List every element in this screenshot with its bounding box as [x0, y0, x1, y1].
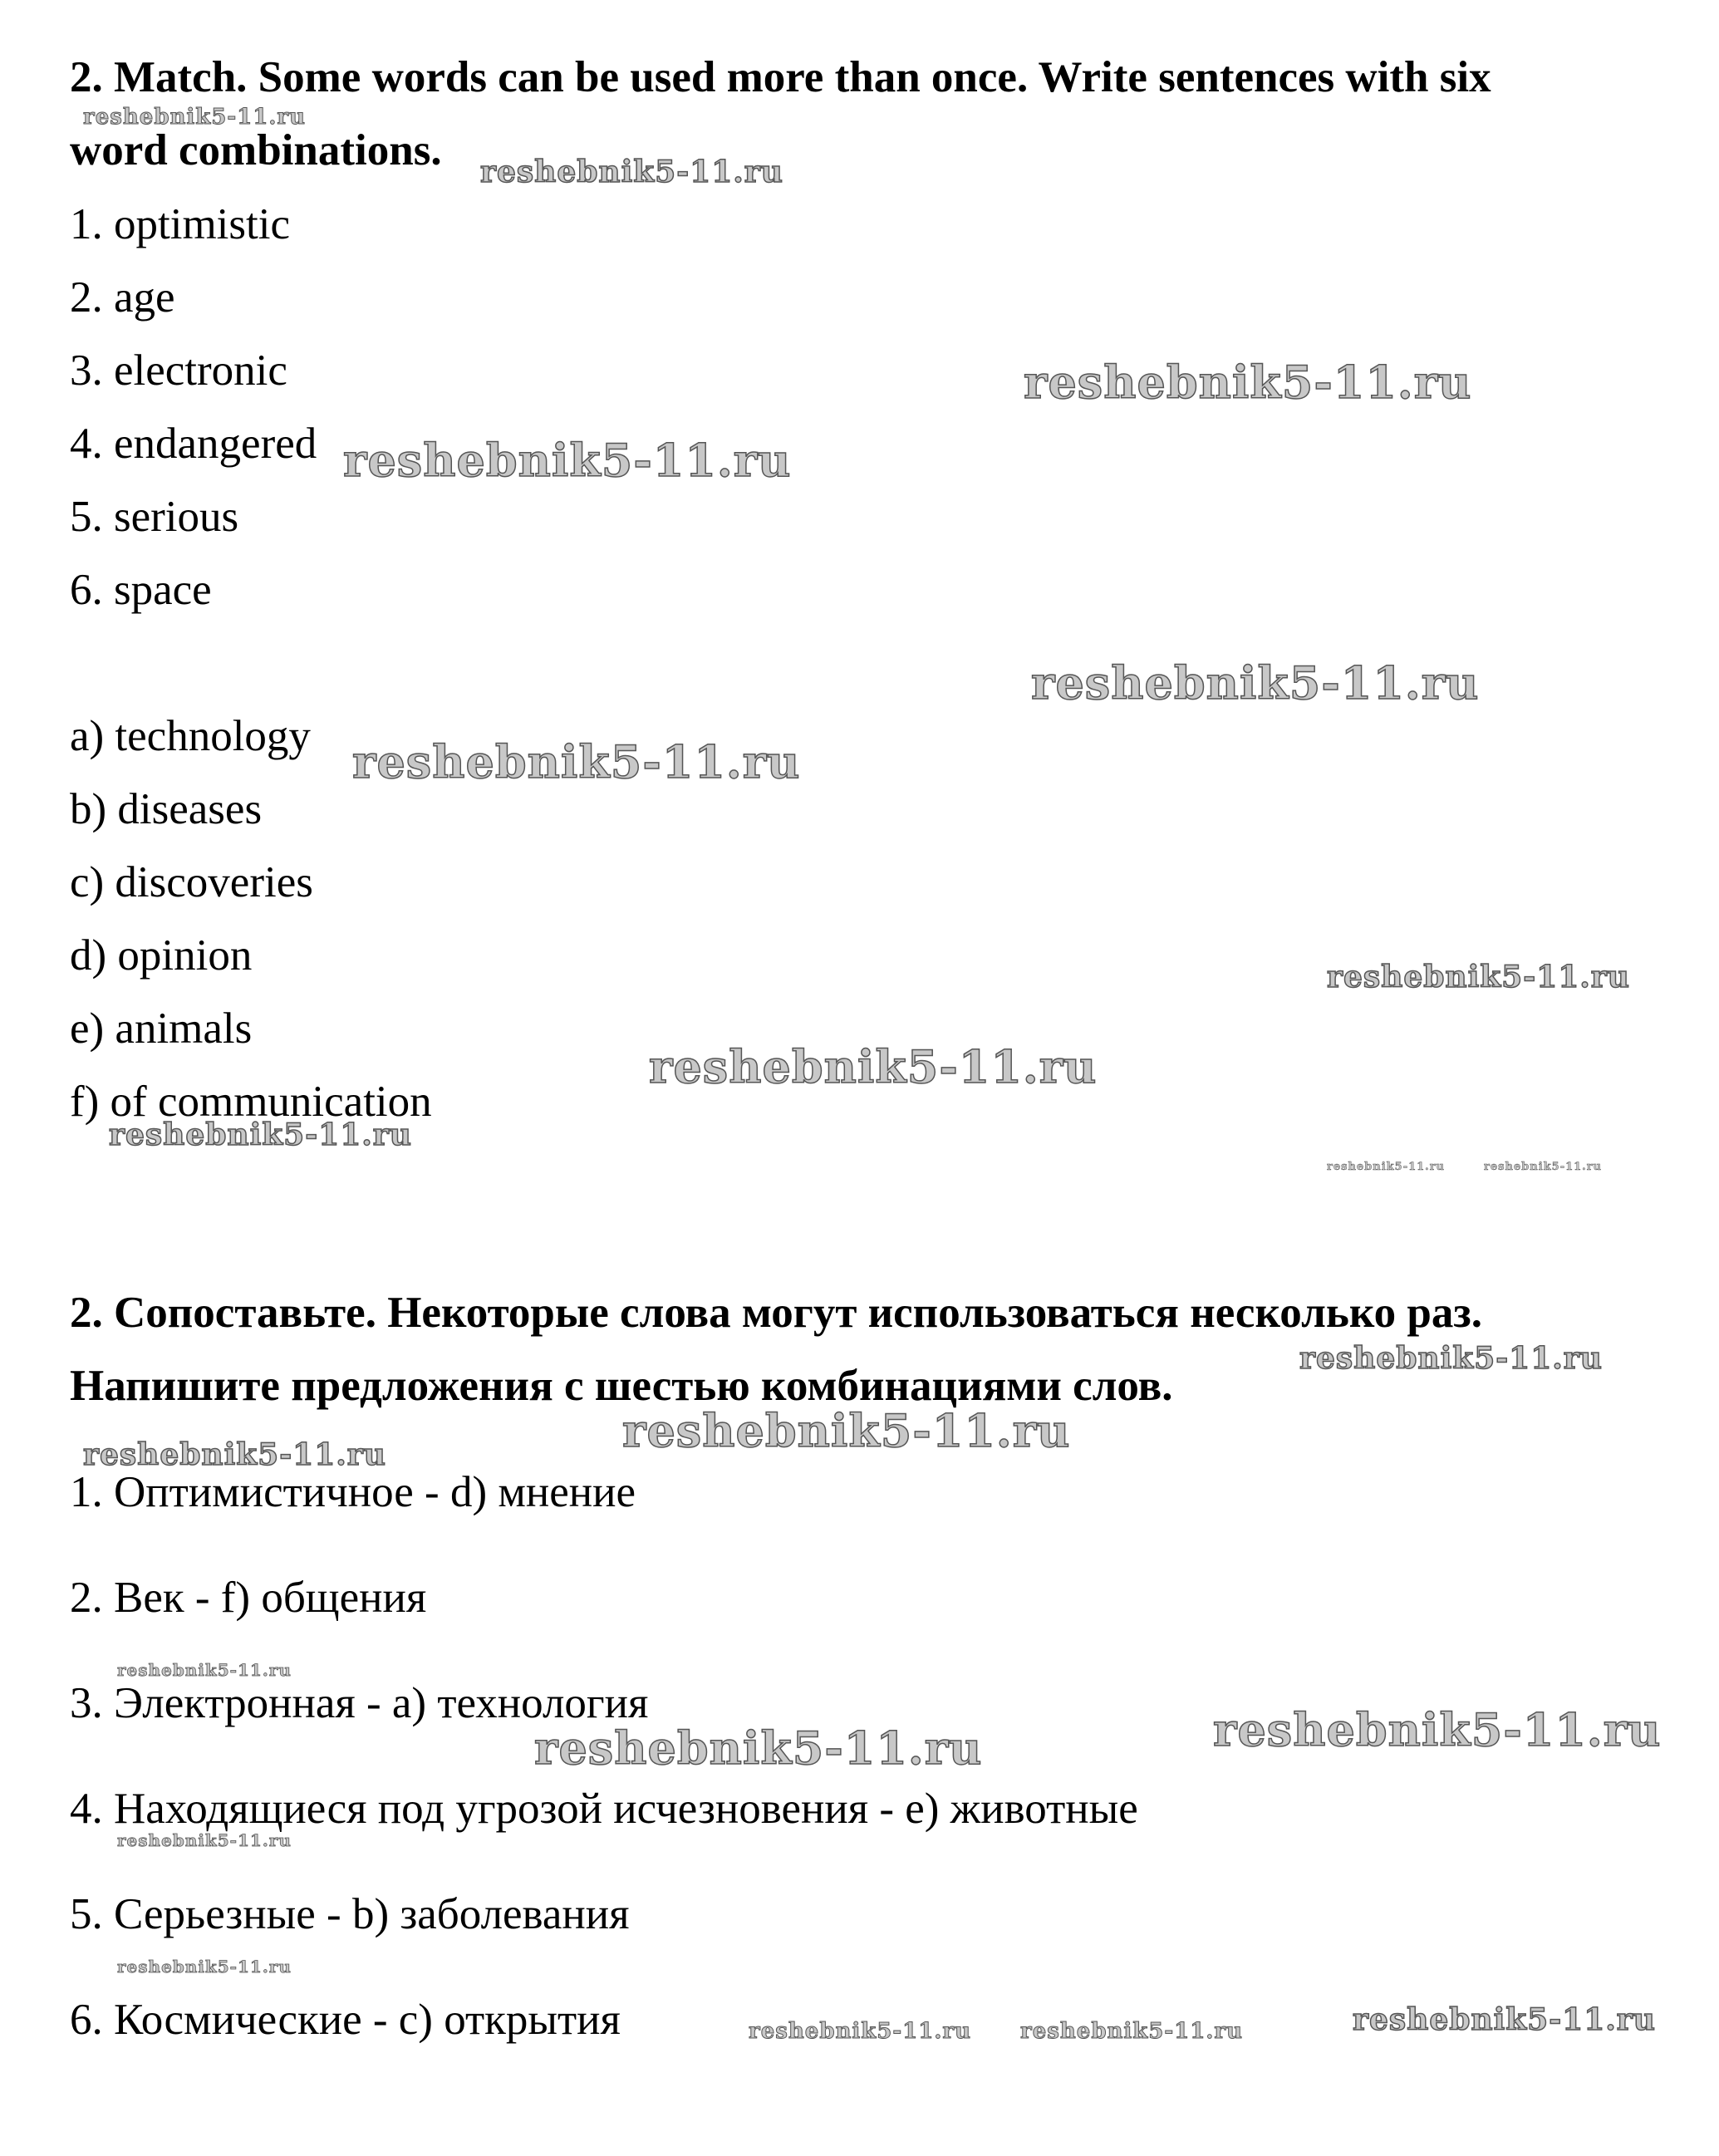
answer-item: 1. Оптимистичное - d) мнение — [70, 1468, 636, 1516]
option-item: b) diseases — [70, 785, 263, 833]
option-item: d) opinion — [70, 931, 253, 980]
watermark: reshebnik5-11.ru — [1213, 1703, 1662, 1756]
watermark: reshebnik5-11.ru — [749, 2019, 972, 2044]
answer-item: 3. Электронная - a) технология — [70, 1679, 649, 1727]
word-item: 4. endangered — [70, 420, 317, 468]
watermark: reshebnik5-11.ru — [649, 1040, 1098, 1093]
watermark: reshebnik5-11.ru — [117, 1957, 292, 1977]
watermark: reshebnik5-11.ru — [1327, 1161, 1446, 1173]
answer-item: 4. Находящиеся под угрозой исчезновения - e) животные — [70, 1785, 1138, 1833]
watermark: reshebnik5-11.ru — [1020, 2019, 1244, 2044]
option-item: f) of communication — [70, 1078, 432, 1126]
answer-item: 5. Серьезные - b) заболевания — [70, 1890, 630, 1938]
watermark: reshebnik5-11.ru — [117, 1830, 292, 1850]
russian-heading-line-1: 2. Сопоставьте. Некоторые слова могут использоваться несколько раз. — [70, 1289, 1482, 1337]
watermark: reshebnik5-11.ru — [83, 105, 307, 130]
watermark: reshebnik5-11.ru — [622, 1404, 1071, 1457]
watermark: reshebnik5-11.ru — [1353, 2002, 1656, 2037]
word-item: 2. age — [70, 273, 175, 322]
watermark: reshebnik5-11.ru — [1299, 1341, 1603, 1376]
watermark: reshebnik5-11.ru — [1484, 1161, 1603, 1173]
option-item: e) animals — [70, 1004, 253, 1053]
watermark: reshebnik5-11.ru — [480, 155, 783, 189]
english-heading-line-1: 2. Match. Some words can be used more than once. Write sentences with six — [70, 53, 1491, 101]
option-item: a) technology — [70, 712, 311, 760]
answer-item: 6. Космические - c) открытия — [70, 1996, 621, 2044]
option-item: c) discoveries — [70, 858, 313, 906]
english-heading-line-2: word combinations. — [70, 126, 442, 174]
watermark: reshebnik5-11.ru — [1024, 356, 1472, 409]
answer-item: 2. Век - f) общения — [70, 1574, 427, 1622]
watermark: reshebnik5-11.ru — [343, 434, 792, 487]
watermark: reshebnik5-11.ru — [534, 1721, 983, 1775]
watermark: reshebnik5-11.ru — [352, 735, 801, 788]
russian-heading-line-2: Напишите предложения с шестью комбинациями слов. — [70, 1362, 1173, 1410]
watermark: reshebnik5-11.ru — [1327, 960, 1630, 995]
watermark: reshebnik5-11.ru — [117, 1660, 292, 1680]
word-item: 5. serious — [70, 493, 239, 541]
watermark: reshebnik5-11.ru — [1031, 656, 1480, 710]
watermark: reshebnik5-11.ru — [83, 1437, 386, 1472]
word-item: 6. space — [70, 566, 212, 614]
word-item: 3. electronic — [70, 346, 287, 395]
word-item: 1. optimistic — [70, 200, 290, 248]
watermark: reshebnik5-11.ru — [109, 1117, 412, 1152]
